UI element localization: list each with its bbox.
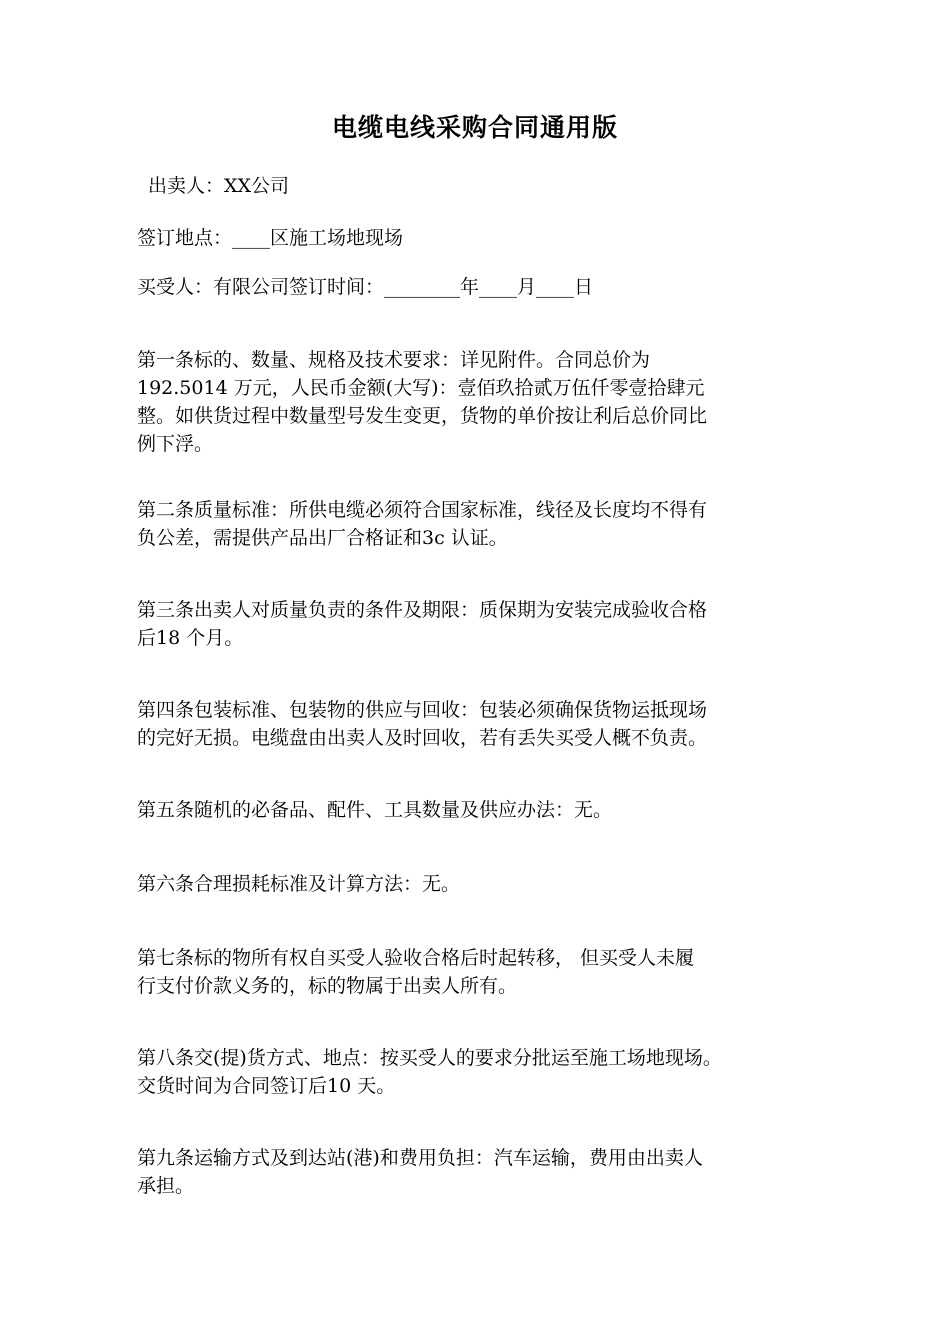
clause-4-line-2: 的完好无损。电缆盘由出卖人及时回收，若有丢失买受人概不负责。: [137, 727, 708, 749]
clause-7: [137, 944, 827, 1000]
clause-8-line-2: 交货时间为合同签订后10 天。: [137, 1075, 396, 1097]
buyer-signing-time-line: 买受人：有限公司签订时间：________年____月____日: [137, 276, 594, 298]
clause-6: [137, 870, 827, 898]
clause-1: [137, 346, 827, 458]
seller-line: 出卖人：XX公司: [148, 175, 290, 197]
clause-1-line-4: 例下浮。: [137, 433, 214, 455]
clause-7-line-2: 行支付价款义务的，标的物属于出卖人所有。: [137, 975, 518, 997]
clause-3-line-2: 后18 个月。: [137, 627, 244, 649]
clause-3: [137, 596, 827, 652]
clause-9: [137, 1144, 827, 1200]
clause-8-line-1: 第八条交(提)货方式、地点：按买受人的要求分批运至施工场地现场。: [137, 1047, 722, 1069]
clause-9-line-1: 第九条运输方式及到达站(港)和费用负担：汽车运输，费用由出卖人: [137, 1147, 703, 1169]
clause-7-line-1: 第七条标的物所有权自买受人验收合格后时起转移， 但买受人未履: [137, 947, 695, 969]
clause-3-line-1: 第三条出卖人对质量负责的条件及期限：质保期为安装完成验收合格: [137, 599, 708, 621]
clause-2-line-1: 第二条质量标准：所供电缆必须符合国家标准，线径及长度均不得有: [137, 499, 708, 521]
clause-9-line-2: 承担。: [137, 1175, 195, 1197]
clause-1-line-2: 192.5014 万元，人民币金额(大写)：壹佰玖拾贰万伍仟零壹拾肆元: [137, 377, 705, 399]
signing-place-line: 签订地点：____区施工场地现场: [137, 227, 404, 249]
document-title: 电缆电线采购合同通用版: [331, 113, 618, 142]
clause-6-line-1: 第六条合理损耗标准及计算方法：无。: [137, 873, 461, 895]
clause-5: [137, 796, 827, 824]
clause-8: [137, 1044, 827, 1100]
clause-1-line-3: 整。如供货过程中数量型号发生变更，货物的单价按让利后总价同比: [137, 405, 708, 427]
clause-2-line-2: 负公差，需提供产品出厂合格证和3c 认证。: [137, 527, 508, 549]
clause-1-line-1: 第一条标的、数量、规格及技术要求：详见附件。合同总价为: [137, 349, 651, 371]
clause-2: [137, 496, 827, 552]
clause-5-line-1: 第五条随机的必备品、配件、工具数量及供应办法：无。: [137, 799, 613, 821]
clause-4: [137, 696, 827, 752]
clause-4-line-1: 第四条包装标准、包装物的供应与回收：包装必须确保货物运抵现场: [137, 699, 708, 721]
